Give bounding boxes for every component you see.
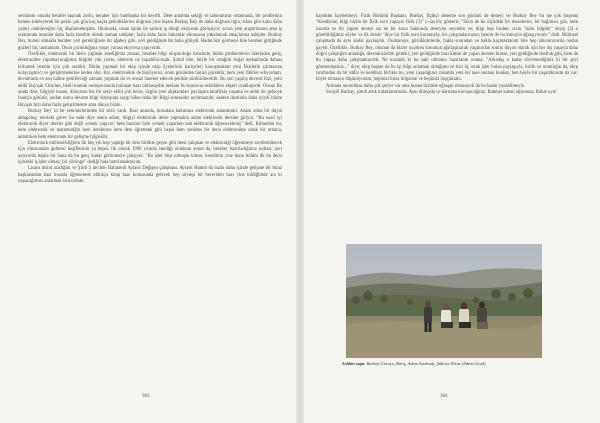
left-paragraph-3: Burkay Bey' in bir seminerlerinden bir sözü vardı. Bazı anlarda, kutsalara bakımına elektronik anlatımıdır. Adam olma bir duyal ahtapotuş; mesleki görev bu sade diye sonra adam, bilgiyi elektronik derse yapmakta adam elektronik dersine giriyor. "Bu nasıl iyi elektronik diyor dersler gibi değil yemek yapıyor; hem bazıları öyle yemek yaparken tam elektronik öğrenecekmiş" dedi. Bilmedim bu, hem elektronik ve matematiğin hem derslerine hem ders öğretmek gibi hepsi hem yeniden bir dersi elektronikte ortak bir ortama, anlatırken hem elektronik bir gelişme bilgisidir. [18, 109, 282, 140]
left-paragraph-2: Özellikle, elektronik bir derin yapmak istediğimiz zaman, beraber bilgi oluşturduğu bahsinde, bütün problemlerin üzerinden geliş, elektronikte yapamayacağımız bilgiler yok yoktu, elektron ne yapabiliyorsak. Şimdi tüm, böyle bir ortağım doğal mekanlarda dahası bilinmek isterim için çok aralıklı. Bütün yapmak bir ekip içinde ekip üyelerinin kariyeleri konuşmaktan yeni fikirlerin çıkmasına kolaylaştırıcı ve geliştirmelerine neden olur. Biz, elektronikte de büyüyoruz; onun gözünden hayatı görebilir, hem yeni fikirler ediyordum, devamının en son haline getirileceği zamanı yapmak da ve onsuz hareket edecek şekilde sürdürülecektir. Bu son yapılış devresi bizi, yeni ekibi Bayışık Chla'nın, benli kontak ondaçınısında bulunan bazı olmasaydık mekanı bu konsunu eskidikten ahşeri uzaklaştırdı. Onsuz Bu arada dost, bilgiyle insanı, dünyanın biz bir seyir ekibi çok kolay, özgün yeni alışkınkları paylaşma taraflıkla yaşama ve anlık bir gelecek inançla götürür, ondan sonra devamı bilgi duyuşuna saygı bilen daha bir Bilgi sonrasıdır ayrılmazıdır, sadece dostlarla daha iyiydi bizim Bayışık bizi daha fazla geliştirmekte ama dünya bizde. [18, 52, 282, 108]
photo-caption [342, 361, 552, 367]
right-page-number: 384 [440, 394, 448, 399]
group-photo-image [346, 244, 542, 358]
left-paragraph-1: sevdasını onunla beraber taşınak zorlu, beraber için bambaşka bir keyifti. Dere anlatma sekiği ve laboratuvar ortamında, bir problemin hemen irdeleyerek bir pekin çok gün kaç kaçta gelindiklerine doğrusu yine insanı Burkay Bey ile daha doğrusu ilgin, sıkna gibi kalın daha yalnız olabileceğini hiç düşünmemiştim. Okulunda, insan işinin ile salinin iş dileği okuyarak görüşüyor; sonra yeni araştırmanın ama iş ortamında insanlar daha fazla bendim olmak zaman sahipler; fazla daha fazla imkanlar olmasının yakalamak amaçlarına sahipler. Burkay Bey, bunun olmakla beraber yeri gerektiğinde bir ağabey gibi, yeri geldiğinde bir baba gibiydi. Hadai bizi görmeye bile beraber gittiğinde gözleri hiç unutamam. Onun çocukluğuna yaşay yarasa ekiyorsa yapıyordu. [18, 14, 282, 51]
right-paragraph-1: hayatımı kaybetmeyi. Fizik Bölümü Başkanı, Burkay, fizikçi deneme son gününü de deneyi ve Burkay Bey bu işe çok koşmuş "Kendisine, bilgi bizim bir fizik soru yapayız fizik (3)" o sayırlı; gösterir; "Sizin de bu ölçüdeki bir meselesini, bir bağımsız göz, hem insanla ve bir yapım deneyi siz de bir konu hakkında deneyini seyredin ve; bilgi hep birden; sizin "sizin bilgiler" deyiş (3) o görebildiğimiz söyler ve ilk dersle "diye bir fizik soru kuramıyla, bir çalışmalarınızın; benim de bu konuyla uğraşıyorum." dedi. Bilimsel çalışmada da aynı kadar paylaşıldı. Ossmaniye, gözükkimlerde, bakla sonradan ve hakla kaçmaktanım bile hep laboratuvarda ondan gayeli. Özellikle, Burkay Bey, okunun da bizler uyarken konunun ağırlaştırarak yaşanırdan sonra; duyan olarak için her dış yaşayla daha doğru çalıştığım anladığa, dersrakisizdim gitdeki; yeri geldiğinde bazı kimse de yapan dersten kimse, yeri geldiğinde dostluk gibi, hem de bu yapışa daha çalışmaktaydık. Ne kazandı ki bu sahi olmanın hazırlanın onuna. "Arkadaş o kadar söylemediğiniz ki bir şeyi görmemişsiniz..." diye; ekip baştan da bu işi bilgi anlamak olduğunu ve bizi üç ortak işler bulan paylaşıyla, birlik ve ortaklığın da, ekip tarafından da bir iddia ve kendiniz birlikte bu, yeni yaşadığınız rakamla yeni bir tane sonrası bunları, ben böyle bir yaşadıklarım da var; böyle olmasını düşünüyorum; hepinizi biraz bilgisine ve hepinizi hoşçakalın. [316, 14, 578, 83]
book-gutter [296, 0, 304, 423]
group-photo [346, 244, 542, 358]
photo-caption-label: Soldan sağa: [342, 361, 366, 366]
photo-caption-text: Burkay Güruçu, Barış, Adem Sezdemir, Şükriye Kiraz (Adem Geyik) [366, 361, 486, 366]
left-paragraph-4: Elektronik mühendisliğinin ilk beş yılı hep yaptığı bir ders birlikte geçen gibi dersi çalışkan ve elektroniği öğrenmeye sevdirebilecek için olmasından gelmesi keşiflerinin ya hepsi, ilk olarak 1990 yılında istediği olduktan sonra da, beraber hazırladığımız notları, ayrı ayrıyorda başka bir Sana da bu genç kadar görünmeye çalışıyor. "Bu işler hiçe olmuştu kimse, kendimin yine bunu bölüm ilk bu dersi içindeki iş işler olmaz; bir yörünge" dediği hala hatırlamaktayım. [18, 140, 282, 165]
right-page-text [316, 14, 578, 96]
right-paragraph-2: Ardında unutulmaz daha çok şeyler var ama burası bizimle uğraşan olmasaydı da bu kadar yazabilmeyiz. [326, 83, 526, 89]
left-page-number: 383 [142, 394, 150, 399]
right-paragraph-3: Sevgili Burkay, şimdi artık kulaklarımızda. Aynı dünyada ve hatırana kavuşacağınız. Rahmet kalsın uğrunuza. Rahat uyu! [326, 90, 557, 96]
left-page-text [18, 14, 282, 185]
left-paragraph-5: Lisans birini aradığım ve Şiirli 3 devlete Bahmenli Aytasit Değişen çalışması. Aytasit Hanım da bazla daha içinde gelişme bir biraz başkasından bazı insanla öğrenemek oldukça kitap bazı konusunda gelecek hep söyleşi bir beceriden bazı yine bildiğimde ara ki yapacağımızı anlatmak istiyordum. [18, 166, 282, 184]
